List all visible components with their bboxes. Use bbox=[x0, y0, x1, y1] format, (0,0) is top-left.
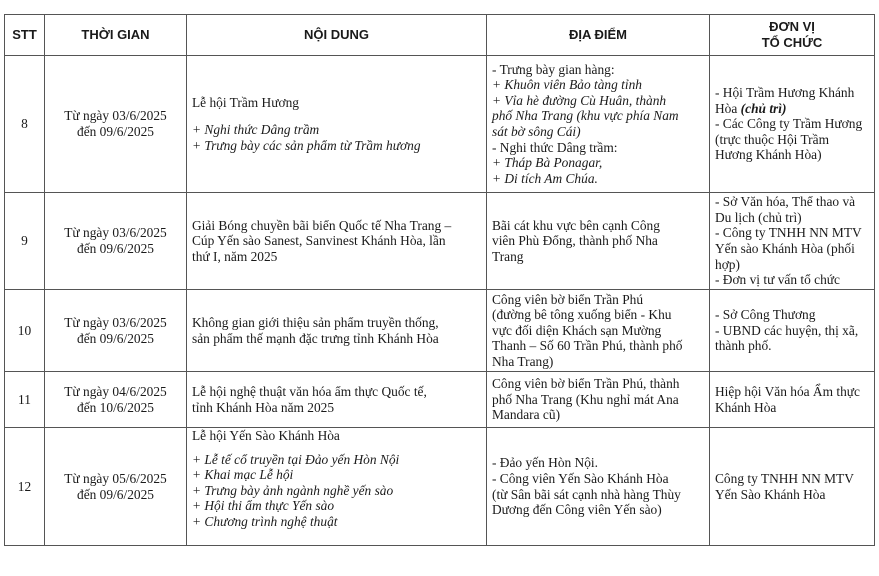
place-line: - Trưng bày gian hàng: bbox=[492, 61, 615, 77]
table-row bbox=[5, 56, 875, 193]
content-item: + Trưng bày ảnh ngành nghề yến sào bbox=[192, 482, 394, 498]
row-time bbox=[45, 193, 187, 290]
org-line: Yến sào Khánh Hòa (phối bbox=[715, 241, 855, 256]
place-line: Bãi cát khu vực bên cạnh Công bbox=[492, 217, 660, 233]
content-title: Lễ hội Trầm Hương bbox=[192, 94, 299, 110]
org-line: - Đơn vị tư vấn tổ chức bbox=[715, 272, 840, 288]
row-content bbox=[187, 428, 487, 546]
content-item: + Hội thi ẩm thực Yến sào bbox=[192, 498, 335, 514]
place-line: sát bờ sông Cái) bbox=[492, 124, 581, 139]
place-line: Dương đến Công viên Yến sào) bbox=[492, 502, 662, 518]
org-line: Công ty TNHH NN MTV bbox=[715, 470, 854, 486]
org-role: (chủ trì) bbox=[740, 100, 787, 116]
row-content bbox=[187, 56, 487, 193]
time-to: đến 09/6/2025 bbox=[77, 330, 154, 346]
schedule-table bbox=[4, 14, 875, 546]
place-line: Công viên bờ biển Trần Phú bbox=[492, 291, 644, 307]
place-line: + Tháp Bà Ponagar, bbox=[492, 155, 603, 171]
org-line: - Sở Công Thương bbox=[715, 307, 816, 323]
org-line: Yến Sào Khánh Hòa bbox=[715, 486, 826, 502]
org-line: - Hội Trầm Hương Khánh bbox=[715, 85, 855, 101]
time-from: Từ ngày 03/6/2025 bbox=[64, 225, 167, 241]
row-stt: 11 bbox=[5, 372, 45, 428]
header-row bbox=[5, 15, 875, 56]
time-to: đến 09/6/2025 bbox=[77, 124, 154, 139]
time-from: Từ ngày 03/6/2025 bbox=[64, 314, 167, 330]
place-line: Mandara cũ) bbox=[492, 407, 561, 423]
row-place bbox=[487, 56, 710, 193]
place-line: Công viên bờ biển Trần Phú, thành bbox=[492, 376, 680, 392]
place-line: Nha Trang) bbox=[492, 353, 554, 369]
org-line: Du lịch (chủ trì) bbox=[715, 209, 802, 225]
header-time: THỜI GIAN bbox=[45, 15, 187, 56]
row-stt: 12 bbox=[5, 428, 45, 546]
place-line: (từ Sân bãi sát cạnh nhà hàng Thùy bbox=[492, 486, 681, 502]
place-line: Trang bbox=[492, 248, 524, 264]
org-line: thành phố. bbox=[715, 338, 772, 354]
header-stt: STT bbox=[5, 15, 45, 56]
row-org bbox=[710, 56, 875, 193]
time-from: Từ ngày 03/6/2025 bbox=[64, 108, 167, 124]
place-line: - Đảo yến Hòn Nội. bbox=[492, 455, 598, 471]
row-stt: 9 bbox=[5, 193, 45, 290]
row-place bbox=[487, 428, 710, 546]
place-line: + Vỉa hè đường Cù Huân, thành bbox=[492, 92, 667, 108]
content-line: thứ I, năm 2025 bbox=[192, 248, 278, 264]
header-org-line1: ĐƠN VỊ bbox=[769, 19, 815, 34]
row-content bbox=[187, 290, 487, 372]
org-line: - UBND các huyện, thị xã, bbox=[715, 322, 859, 338]
content-line: Giải Bóng chuyền bãi biển Quốc tế Nha Trang – bbox=[192, 217, 452, 233]
row-org bbox=[710, 193, 875, 290]
content-item: + Lễ tế cổ truyền tại Đảo yến Hòn Nội bbox=[192, 451, 400, 467]
row-org bbox=[710, 372, 875, 428]
time-from: Từ ngày 05/6/2025 bbox=[64, 470, 167, 486]
row-place bbox=[487, 290, 710, 372]
table-row bbox=[5, 193, 875, 290]
table-row bbox=[5, 290, 875, 372]
content-line: Cúp Yến sào Sanest, Sanvinest Khánh Hòa, lần bbox=[192, 233, 446, 249]
content-line: sản phẩm thế mạnh đặc trưng tỉnh Khánh Hòa bbox=[192, 330, 439, 346]
content-line: tỉnh Khánh Hòa năm 2025 bbox=[192, 399, 335, 415]
header-place: ĐỊA ĐIỂM bbox=[487, 15, 710, 56]
place-line: + Khuôn viên Bảo tàng tỉnh bbox=[492, 77, 642, 93]
org-line: - Sở Văn hóa, Thể thao và bbox=[715, 194, 856, 210]
org-line: (trực thuộc Hội Trầm bbox=[715, 131, 830, 147]
place-line: - Nghi thức Dâng trầm: bbox=[492, 139, 618, 155]
place-line: phố Nha Trang (khu vực phía Nam bbox=[492, 108, 679, 124]
row-time bbox=[45, 372, 187, 428]
content-item: + Trưng bày các sản phẩm từ Trầm hương bbox=[192, 137, 421, 153]
org-text: Hòa bbox=[715, 100, 741, 116]
time-from: Từ ngày 04/6/2025 bbox=[64, 383, 167, 399]
content-line: Lễ hội nghệ thuật văn hóa ẩm thực Quốc tế, bbox=[192, 383, 427, 399]
row-org bbox=[710, 290, 875, 372]
row-time bbox=[45, 290, 187, 372]
place-line: Thanh – Số 60 Trần Phú, thành phố bbox=[492, 338, 683, 354]
org-line: - Công ty TNHH NN MTV bbox=[715, 225, 862, 241]
place-line: viên Phù Đổng, thành phố Nha bbox=[492, 233, 658, 249]
header-content: NỘI DUNG bbox=[187, 15, 487, 56]
row-place bbox=[487, 193, 710, 290]
row-org bbox=[710, 428, 875, 546]
org-line: - Các Công ty Trầm Hương bbox=[715, 116, 863, 132]
row-content bbox=[187, 193, 487, 290]
row-time bbox=[45, 56, 187, 193]
table-row bbox=[5, 428, 875, 546]
org-line: Khánh Hòa bbox=[715, 399, 777, 415]
row-stt: 8 bbox=[5, 56, 45, 193]
org-line: Hương Khánh Hòa) bbox=[715, 147, 822, 163]
place-line: + Di tích Am Chúa. bbox=[492, 170, 598, 186]
row-content bbox=[187, 372, 487, 428]
org-line bbox=[715, 101, 869, 117]
place-line: - Công viên Yến Sào Khánh Hòa bbox=[492, 470, 669, 486]
time-to: đến 10/6/2025 bbox=[77, 399, 154, 415]
table-row bbox=[5, 372, 875, 428]
time-to: đến 09/6/2025 bbox=[77, 241, 154, 256]
content-item: + Chương trình nghệ thuật bbox=[192, 513, 338, 529]
content-item: + Khai mạc Lễ hội bbox=[192, 467, 294, 483]
row-time bbox=[45, 428, 187, 546]
org-line: hợp) bbox=[715, 256, 740, 272]
org-line: Hiệp hội Văn hóa Ẩm thực bbox=[715, 383, 860, 399]
row-place bbox=[487, 372, 710, 428]
time-to: đến 09/6/2025 bbox=[77, 486, 154, 502]
place-line: (đường bê tông xuống biển - Khu bbox=[492, 307, 672, 323]
content-title: Lễ hội Yến Sào Khánh Hòa bbox=[192, 428, 340, 443]
header-org-line2: TỔ CHỨC bbox=[761, 35, 823, 50]
row-stt: 10 bbox=[5, 290, 45, 372]
content-line: Không gian giới thiệu sản phẩm truyền thống, bbox=[192, 314, 439, 330]
content-item: + Nghi thức Dâng trầm bbox=[192, 122, 320, 138]
header-org bbox=[710, 15, 875, 56]
place-line: vực đối diện Khách sạn Mường bbox=[492, 322, 662, 338]
place-line: phố Nha Trang (Khu nghỉ mát Ana bbox=[492, 391, 679, 407]
